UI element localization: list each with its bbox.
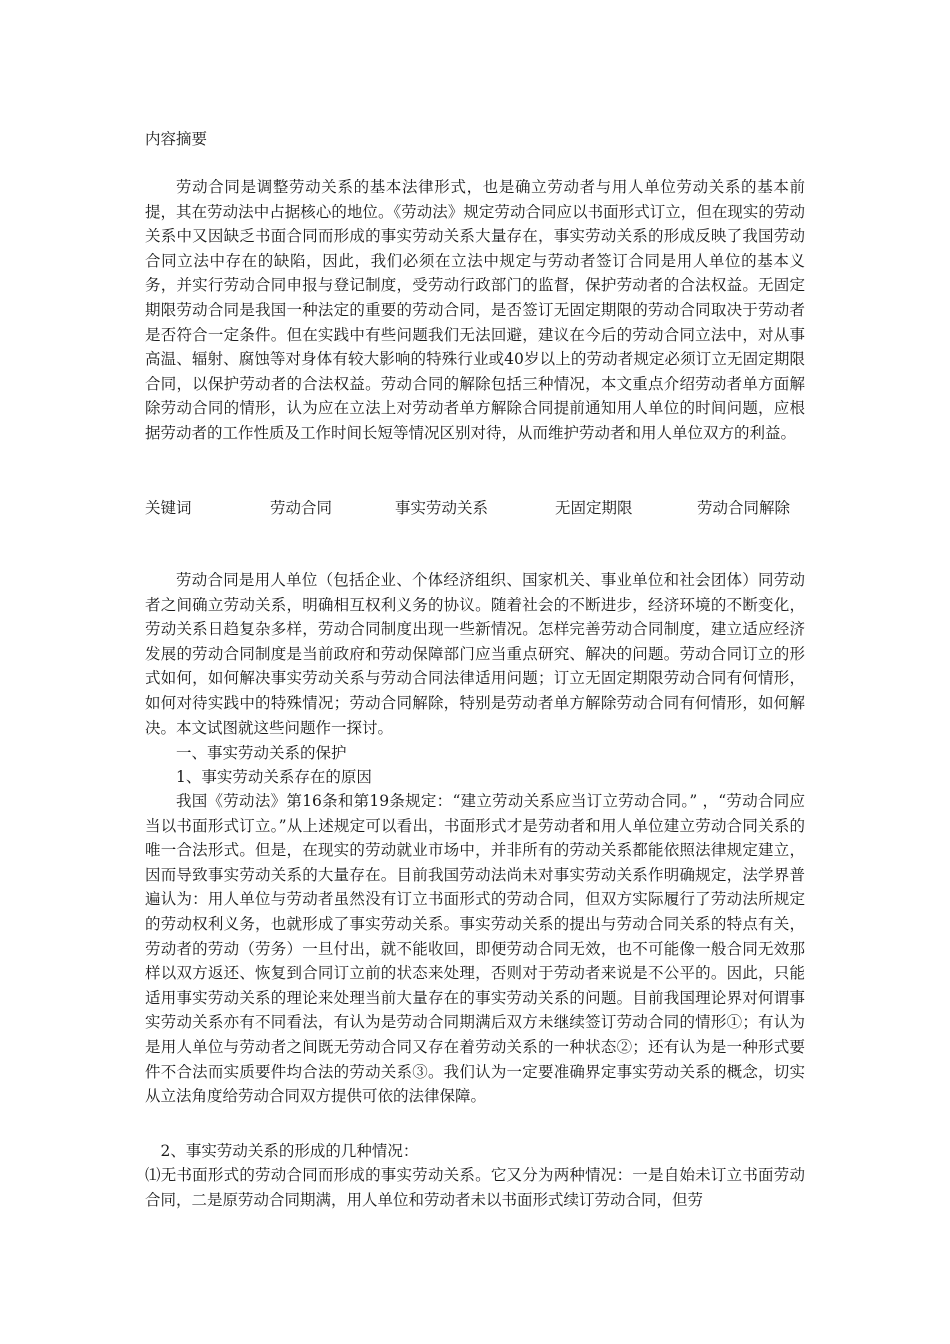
keyword-item: 事实劳动关系 xyxy=(395,499,489,517)
keywords-label: 关键词 xyxy=(145,499,192,517)
section-title: 一、事实劳动关系的保护 xyxy=(176,744,347,762)
subsection-title: 1、事实劳动关系存在的原因 xyxy=(176,768,372,786)
keywords-line xyxy=(145,496,805,521)
keyword-item: 劳动合同 xyxy=(270,499,333,517)
list-item-paragraph: ⑴无书面形式的劳动合同而形成的事实劳动关系。它又分为两种情况：一是自始未订立书面劳动合同，二是原劳动合同期满，用人单位和劳动者未以书面形式续订劳动合同，但劳 xyxy=(145,1166,805,1209)
intro-paragraph: 劳动合同是用人单位（包括企业、个体经济组织、国家机关、事业单位和社会团体）同劳动者之间确立劳动关系，明确相互权利义务的协议。随着社会的不断进步，经济环境的不断变化，劳动关系日趋复杂多样，劳动合同制度出现一些新情况。怎样完善劳动合同制度，建立适应经济发展的劳动合同制度是当前政府和劳动保障部门应当重点研究、解决的问题。劳动合同订立的形式如何，如何解决事实劳动关系与劳动合同法律适用问题；订立无固定期限劳动合同有何情形，如何对待实践中的特殊情况；劳动合同解除，特别是劳动者单方解除劳动合同有何情形，如何解决。本文试图就这些问题作一探讨。 xyxy=(145,571,805,737)
body-paragraph: 我国《劳动法》第16条和第19条规定：“建立劳动关系应当订立劳动合同。” ，“劳动合同应当以书面形式订立。”从上述规定可以看出，书面形式才是劳动者和用人单位建立劳动合同关系的唯一合法形式。但是，在现实的劳动就业市场中，并非所有的劳动关系都能依照法律规定建立，因而导致事实劳动关系的大量存在。目前我国劳动法尚未对事实劳动关系作明确规定，法学界普遍认为：用人单位与劳动者虽然没有订立书面形式的劳动合同，但双方实际履行了劳动法所规定的劳动权利义务，也就形成了事实劳动关系。事实劳动关系的提出与劳动合同关系的特点有关，劳动者的劳动（劳务）一旦付出，就不能收回，即便劳动合同无效，也不可能像一般合同无效那样以双方返还、恢复到合同订立前的状态来处理，否则对于劳动者来说是不公平的。因此，只能适用事实劳动关系的理论来处理当前大量存在的事实劳动关系的问题。目前我国理论界对何谓事实劳动关系亦有不同看法，有认为是劳动合同期满后双方未继续签订劳动合同的情形①；有认为是用人单位与劳动者之间既无劳动合同又存在着劳动关系的一种状态②；还有认为是一种形式要件不合法而实质要件均合法的劳动关系③。我们认为一定要准确界定事实劳动关系的概念，切实从立法角度给劳动合同双方提供可依的法律保障。 xyxy=(145,792,805,1106)
keyword-item: 劳动合同解除 xyxy=(697,499,791,517)
keyword-item: 无固定期限 xyxy=(555,499,633,517)
abstract-paragraph: 劳动合同是调整劳动关系的基本法律形式，也是确立劳动者与用人单位劳动关系的基本前提，其在劳动法中占据核心的地位。《劳动法》规定劳动合同应以书面形式订立，但在现实的劳动关系中又因缺乏书面合同而形成的事实劳动关系大量存在，事实劳动关系的形成反映了我国劳动合同立法中存在的缺陷，因此，我们必须在立法中规定与劳动者签订合同是用人单位的基本义务，并实行劳动合同申报与登记制度，受劳动行政部门的监督，保护劳动者的合法权益。无固定期限劳动合同是我国一种法定的重要的劳动合同，是否签订无固定期限的劳动合同取决于劳动者是否符合一定条件。但在实践中有些问题我们无法回避，建议在今后的劳动合同立法中，对从事高温、辐射、腐蚀等对身体有较大影响的特殊行业或40岁以上的劳动者规定必须订立无固定期限合同，以保护劳动者的合法权益。劳动合同的解除包括三种情况，本文重点介绍劳动者单方面解除劳动合同的情形，认为应在立法上对劳动者单方解除合同提前通知用人单位的时间问题，应根据劳动者的工作性质及工作时间长短等情况区别对待，从而维护劳动者和用人单位双方的利益。 xyxy=(145,178,805,442)
abstract-heading: 内容摘要 xyxy=(145,130,208,148)
subsection-title: 2、事实劳动关系的形成的几种情况： xyxy=(160,1142,419,1160)
